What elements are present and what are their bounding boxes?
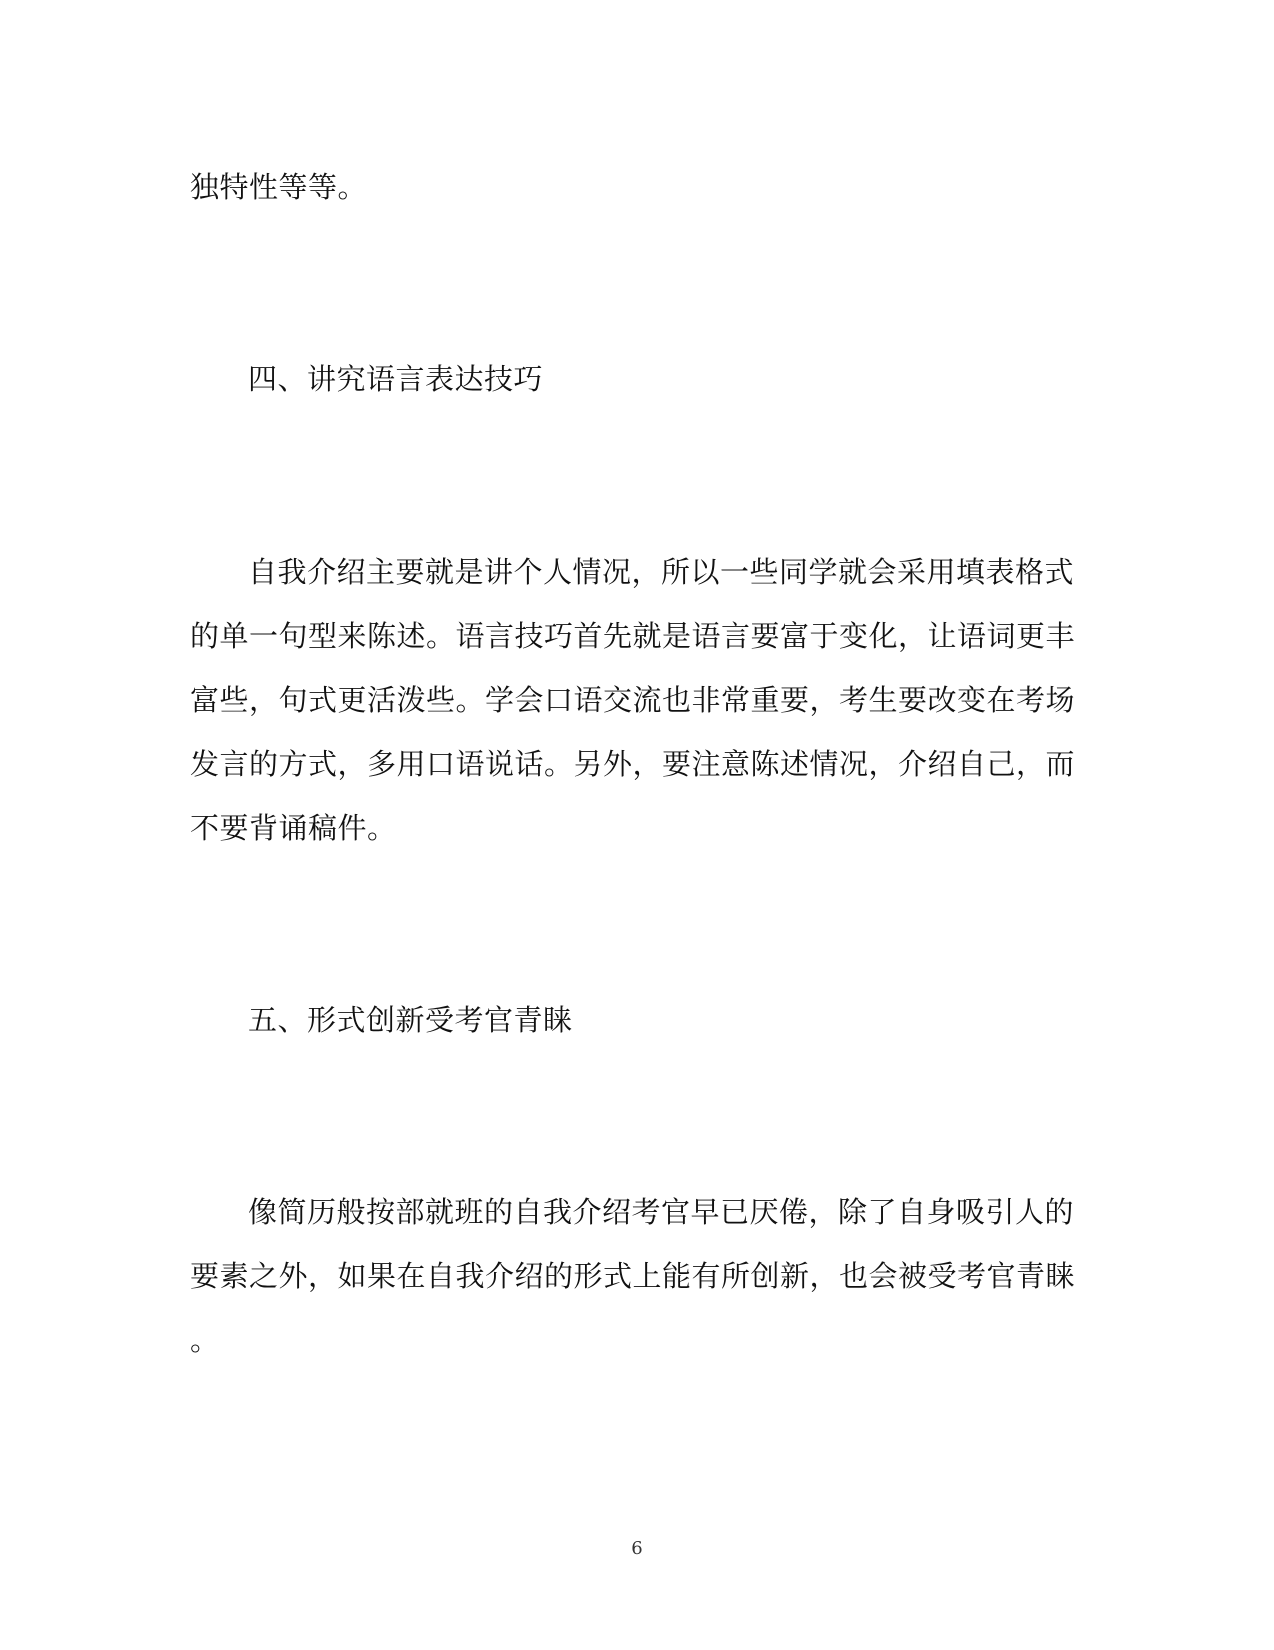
paragraph-line: 发言的方式，多用口语说话。另外，要注意陈述情况，介绍自己，而 — [190, 747, 1076, 781]
paragraph-line: 。 — [190, 1323, 220, 1357]
paragraph-line: 富些，句式更活泼些。学会口语交流也非常重要，考生要改变在考场 — [190, 683, 1076, 717]
paragraph-line: 独特性等等。 — [190, 170, 368, 204]
paragraph-line: 自我介绍主要就是讲个人情况，所以一些同学就会采用填表格式 — [248, 555, 1075, 589]
paragraph-line: 不要背诵稿件。 — [190, 811, 397, 845]
page-number: 6 — [631, 1538, 643, 1559]
section-heading-five: 五、形式创新受考官青睐 — [248, 1003, 573, 1037]
paragraph-line: 要素之外，如果在自我介绍的形式上能有所创新，也会被受考官青睐 — [190, 1259, 1076, 1293]
paragraph-line: 的单一句型来陈述。语言技巧首先就是语言要富于变化，让语词更丰 — [190, 619, 1076, 653]
paragraph-line: 像简历般按部就班的自我介绍考官早已厌倦，除了自身吸引人的 — [248, 1195, 1075, 1229]
section-heading-four: 四、讲究语言表达技巧 — [248, 362, 544, 396]
